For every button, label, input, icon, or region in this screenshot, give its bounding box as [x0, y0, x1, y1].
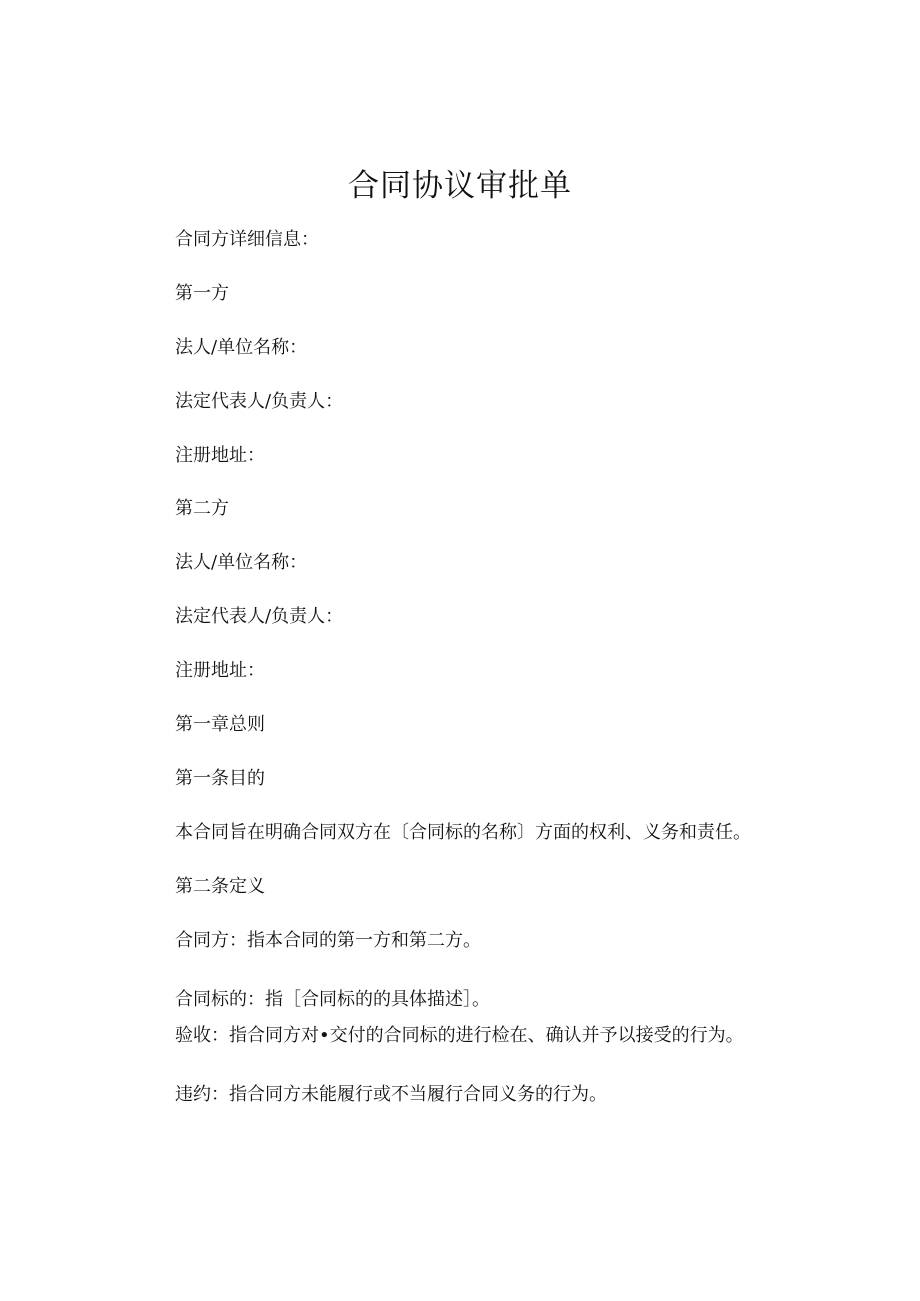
- party-one-representative-label: 法定代表人/负责人：: [175, 391, 344, 412]
- party-one-entity-name-label: 法人/单位名称：: [175, 337, 308, 358]
- definition-acceptance: 验收：指合同方对•交付的合同标的进行检在、确认并予以接受的行为。: [175, 1025, 744, 1046]
- document-title: 合同协议审批单: [348, 168, 572, 204]
- article-one-heading: 第一条目的: [175, 768, 265, 789]
- article-two-heading: 第二条定义: [175, 876, 265, 897]
- article-one-text: 本合同旨在明确合同双方在〔合同标的名称〕方面的权利、义务和责任。: [175, 822, 751, 843]
- party-two-representative-label: 法定代表人/负责人：: [175, 606, 344, 627]
- definition-breach: 违约：指合同方未能履行或不当履行合同义务的行为。: [175, 1084, 607, 1105]
- party-one-heading: 第一方: [175, 283, 229, 304]
- definition-subject: 合同标的：指［合同标的的具体描述］。: [175, 989, 490, 1010]
- party-two-heading: 第二方: [175, 498, 229, 519]
- party-one-address-label: 注册地址：: [175, 445, 265, 466]
- party-two-address-label: 注册地址：: [175, 660, 265, 681]
- definition-parties: 合同方：指本合同的第一方和第二方。: [175, 930, 481, 951]
- party-two-entity-name-label: 法人/单位名称：: [175, 552, 308, 573]
- chapter-one-heading: 第一章总则: [175, 714, 265, 735]
- section-heading-party-details: 合同方详细信息：: [175, 229, 319, 250]
